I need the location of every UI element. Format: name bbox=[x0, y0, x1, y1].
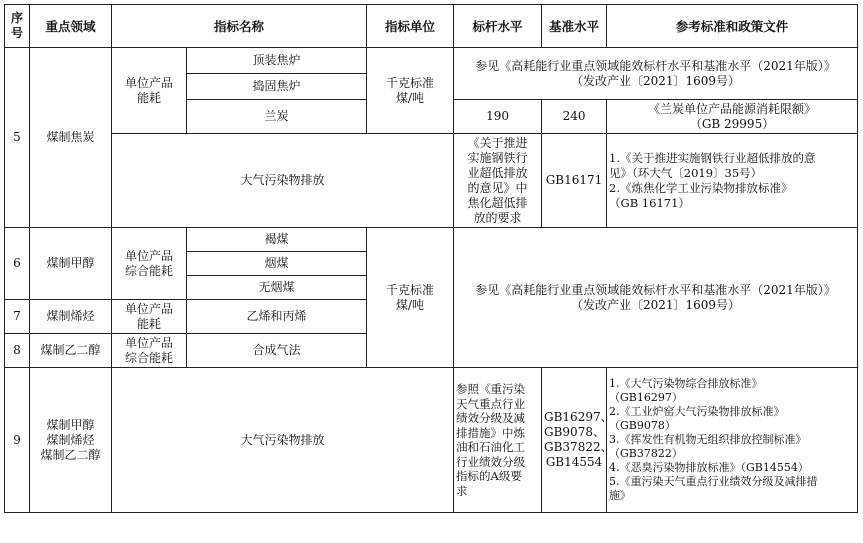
unit-cell: 千克标准 煤/吨 bbox=[367, 48, 454, 134]
table-row bbox=[5, 134, 858, 228]
sub-indicator-cell: 烟煤 bbox=[187, 252, 367, 276]
field-cell: 煤制乙二醇 bbox=[30, 334, 112, 368]
field-cell: 煤制焦炭 bbox=[30, 48, 112, 228]
table-row bbox=[5, 228, 858, 252]
header-row bbox=[5, 5, 858, 48]
sub-indicator-cell: 褐煤 bbox=[187, 228, 367, 252]
emission-reference-cell: 1.《关于推进实施钢铁行业超低排放的意 见》（环大气〔2019〕35号） 2.《炼焦化学工业污染物排放标准》 （GB 16171） bbox=[607, 134, 858, 228]
sub-indicator-cell: 兰炭 bbox=[187, 100, 367, 134]
table-row bbox=[5, 368, 858, 513]
benchmark-cell: 190 bbox=[454, 100, 542, 134]
reference-cell: 《兰炭单位产品能源消耗限额》 （GB 29995） bbox=[607, 100, 858, 134]
emission-baseline-cell: GB16297、 GB9078、 GB37822、 GB14554 bbox=[542, 368, 607, 513]
header-unit: 指标单位 bbox=[367, 5, 454, 48]
baseline-cell: 240 bbox=[542, 100, 607, 134]
seq-cell: 8 bbox=[5, 334, 30, 368]
sub-indicator-cell: 顶装焦炉 bbox=[187, 48, 367, 74]
header-reference: 参考标准和政策文件 bbox=[607, 5, 858, 48]
reference-cell: 参见《高耗能行业重点领域能效标杆水平和基准水平（2021年版）》 （发改产业〔2021〕1609号） bbox=[454, 228, 858, 368]
reference-cell: 参见《高耗能行业重点领域能效标杆水平和基准水平（2021年版）》 （发改产业〔2021〕1609号） bbox=[454, 48, 858, 100]
emission-name-cell: 大气污染物排放 bbox=[112, 134, 454, 228]
header-benchmark: 标杆水平 bbox=[454, 5, 542, 48]
sub-indicator-cell: 合成气法 bbox=[187, 334, 367, 368]
header-seq: 序号 bbox=[5, 5, 30, 48]
table-row bbox=[5, 48, 858, 74]
indicator-group-cell: 单位产品 能耗 bbox=[112, 300, 187, 334]
field-cell: 煤制甲醇 bbox=[30, 228, 112, 300]
unit-cell: 千克标准 煤/吨 bbox=[367, 228, 454, 368]
energy-standards-table bbox=[4, 4, 858, 513]
sub-indicator-cell: 无烟煤 bbox=[187, 276, 367, 300]
sub-indicator-cell: 捣固焦炉 bbox=[187, 74, 367, 100]
emission-reference-cell: 1.《大气污染物综合排放标准》 （GB16297） 2.《工业炉窑大气污染物排放标准》 （GB9078） 3.《挥发性有机物无组织排放控制标准》 （GB37822） 4.《恶臭污染物排放标准》（GB14554） 5.《重污染天气重点行业绩效分级及减排措 施》 bbox=[607, 368, 858, 513]
emission-benchmark-cell: 参照《重污染 天气重点行业 绩效分级及减 排措施》中炼 油和石油化工 行业绩效分级 指标的A级要 求 bbox=[454, 368, 542, 513]
sub-indicator-cell: 乙烯和丙烯 bbox=[187, 300, 367, 334]
indicator-group-cell: 单位产品 能耗 bbox=[112, 48, 187, 134]
emission-baseline-cell: GB16171 bbox=[542, 134, 607, 228]
emission-benchmark-cell: 《关于推进 实施钢铁行 业超低排放 的意见》中 焦化超低排 放的要求 bbox=[454, 134, 542, 228]
indicator-group-cell: 单位产品 综合能耗 bbox=[112, 334, 187, 368]
seq-cell: 9 bbox=[5, 368, 30, 513]
field-cell: 煤制甲醇 煤制烯烃 煤制乙二醇 bbox=[30, 368, 112, 513]
field-cell: 煤制烯烃 bbox=[30, 300, 112, 334]
header-baseline: 基准水平 bbox=[542, 5, 607, 48]
emission-name-cell: 大气污染物排放 bbox=[112, 368, 454, 513]
seq-cell: 6 bbox=[5, 228, 30, 300]
indicator-group-cell: 单位产品 综合能耗 bbox=[112, 228, 187, 300]
header-field: 重点领域 bbox=[30, 5, 112, 48]
seq-cell: 5 bbox=[5, 48, 30, 228]
header-indicator: 指标名称 bbox=[112, 5, 367, 48]
seq-cell: 7 bbox=[5, 300, 30, 334]
